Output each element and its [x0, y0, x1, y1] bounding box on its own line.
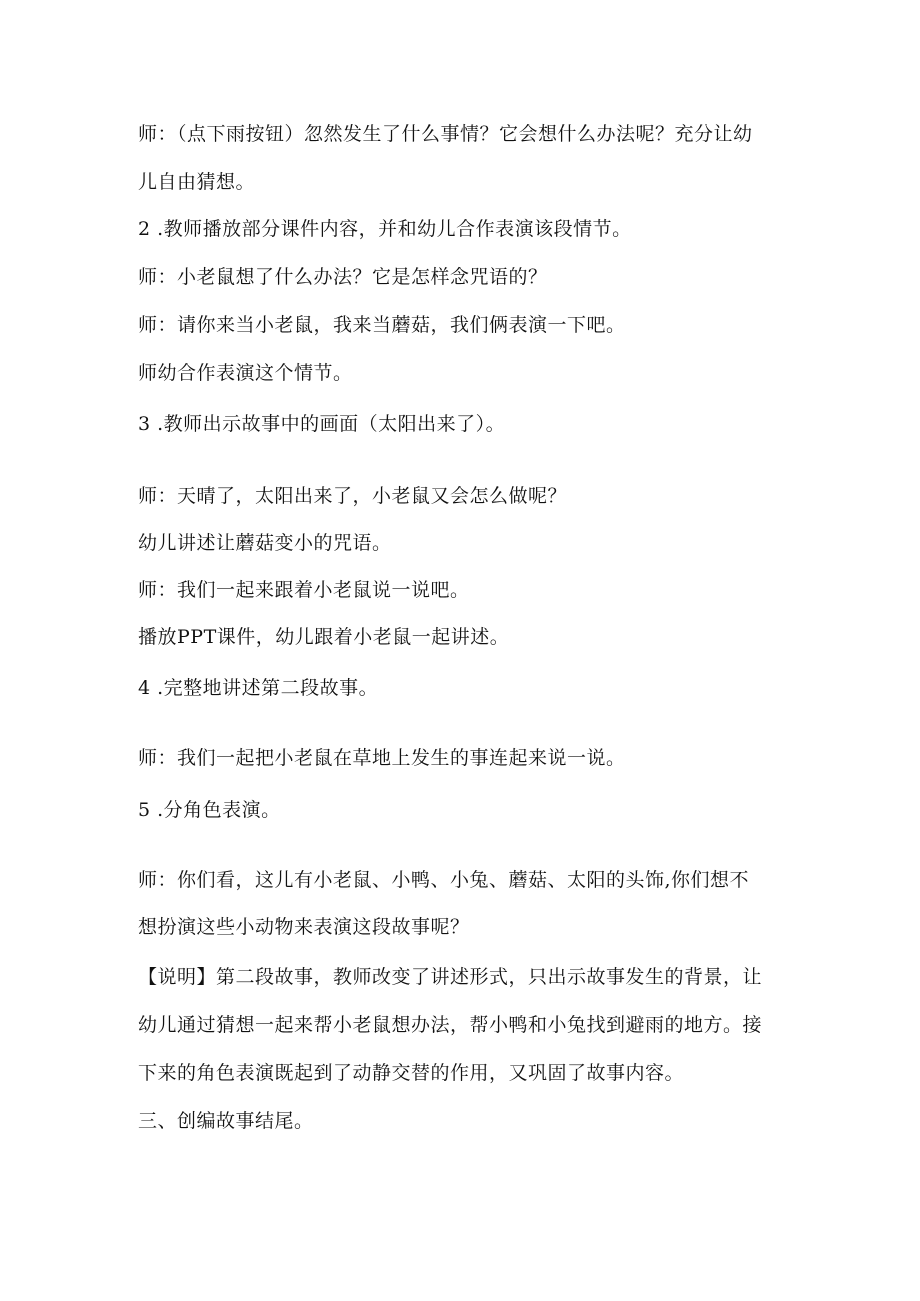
- section-heading: 三、创编故事结尾。: [138, 1110, 314, 1132]
- text-line: 师：天晴了，太阳出来了，小老鼠又会怎么做呢？: [138, 485, 568, 507]
- list-item-heading: 4 .完整地讲述第二段故事。: [138, 677, 379, 699]
- text-line: 儿自由猜想。: [138, 171, 256, 193]
- text-line: 师：（点下雨按钮）忽然发生了什么事情？它会想什么办法呢？充分让幼: [138, 123, 753, 145]
- text-line: 师：请你来当小老鼠，我来当蘑菇，我们俩表演一下吧。: [138, 314, 626, 336]
- note-paragraph: 幼儿通过猜想一起来帮小老鼠想办法，帮小鸭和小兔找到避雨的地方。接: [138, 1014, 763, 1036]
- list-item-heading: 2 .教师播放部分课件内容，并和幼儿合作表演该段情节。: [138, 218, 632, 240]
- text-line: 师：我们一起来跟着小老鼠说一说吧。: [138, 579, 470, 601]
- note-paragraph: 下来的角色表演既起到了动静交替的作用，又巩固了故事内容。: [138, 1062, 685, 1084]
- text-line: 师幼合作表演这个情节。: [138, 362, 353, 384]
- list-item-heading: 5 .分角色表演。: [138, 799, 281, 821]
- text-line: 幼儿讲述让蘑菇变小的咒语。: [138, 532, 392, 554]
- text-line: 想扮演这些小动物来表演这段故事呢？: [138, 916, 470, 938]
- text-line: 播放PPT课件，幼儿跟着小老鼠一起讲述。: [138, 626, 510, 648]
- text-line: 师：我们一起把小老鼠在草地上发生的事连起来说一说。: [138, 747, 626, 769]
- text-line: 师：你们看，这儿有小老鼠、小鸭、小兔、蘑菇、太阳的头饰,你们想不: [138, 869, 750, 891]
- list-item-heading: 3 .教师出示故事中的画面（太阳出来了）。: [138, 413, 506, 435]
- text-line: 师：小老鼠想了什么办法？它是怎样念咒语的？: [138, 266, 548, 288]
- note-paragraph: 【说明】第二段故事，教师改变了讲述形式，只出示故事发生的背景，让: [138, 966, 763, 988]
